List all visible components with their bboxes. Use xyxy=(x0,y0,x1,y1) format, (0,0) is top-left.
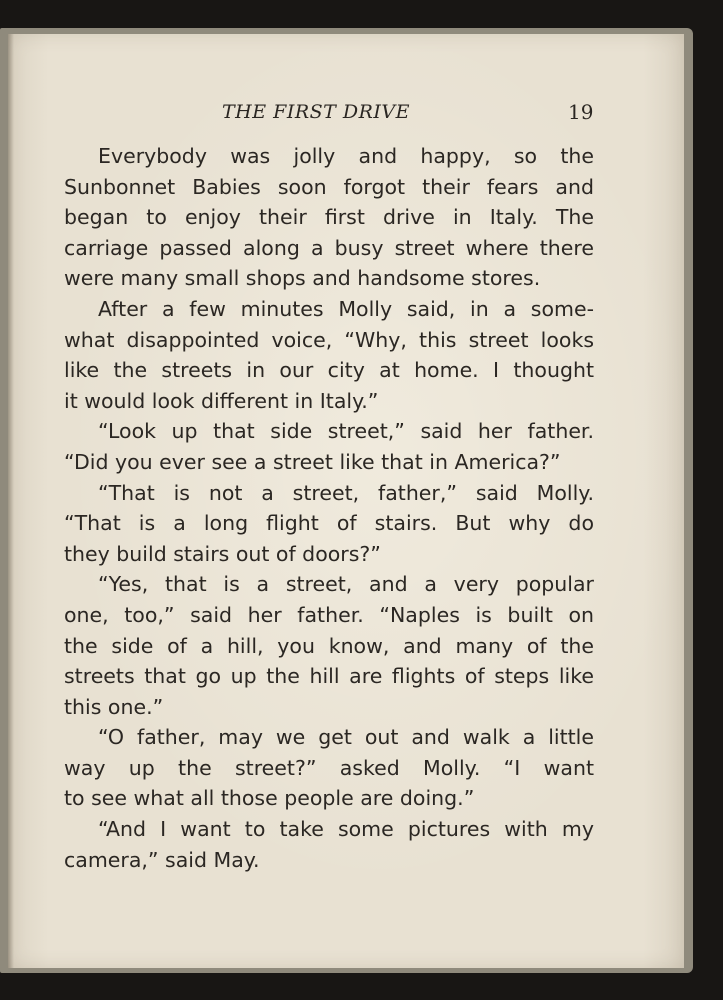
text-line: “O father, may we get out and walk a little xyxy=(98,725,594,750)
text-line: “Did you ever see a street like that in America?” xyxy=(64,449,561,474)
text-line: began to enjoy their first drive in Italy. The xyxy=(64,205,594,230)
body-text xyxy=(64,141,594,875)
text-line: they build stairs out of doors?” xyxy=(64,541,381,566)
text-line: like the streets in our city at home. I thought xyxy=(64,358,594,383)
text-line: the side of a hill, you know, and many of the xyxy=(64,633,594,658)
text-line: Sunbonnet Babies soon forgot their fears and xyxy=(64,174,594,199)
spine-shadow xyxy=(8,34,14,968)
text-line: “That is not a street, father,” said Molly. xyxy=(98,480,594,505)
text-line: it would look different in Italy.” xyxy=(64,388,379,413)
text-line: streets that go up the hill are flights of steps like xyxy=(64,664,594,689)
text-line: what disappointed voice, “Why, this street looks xyxy=(64,327,594,352)
text-line: After a few minutes Molly said, in a some- xyxy=(98,296,594,321)
text-line: carriage passed along a busy street where there xyxy=(64,235,594,260)
text-line: Everybody was jolly and happy, so the xyxy=(98,144,594,168)
page-number: 19 xyxy=(568,100,594,124)
text-line: this one.” xyxy=(64,694,164,719)
running-head-title: THE FIRST DRIVE xyxy=(222,101,411,123)
text-line: “Yes, that is a street, and a very popular xyxy=(98,572,594,597)
text-line: “That is a long flight of stairs. But why do xyxy=(64,511,594,536)
text-line: way up the street?” asked Molly. “I want xyxy=(64,755,594,780)
text-line: “And I want to take some pictures with my xyxy=(98,817,594,842)
text-line: one, too,” said her father. “Naples is built on xyxy=(64,602,594,627)
text-line: camera,” said May. xyxy=(64,847,260,872)
text-line: to see what all those people are doing.” xyxy=(64,786,475,811)
text-line: “Look up that side street,” said her father. xyxy=(98,419,594,444)
text-line: were many small shops and handsome stores. xyxy=(64,266,541,291)
